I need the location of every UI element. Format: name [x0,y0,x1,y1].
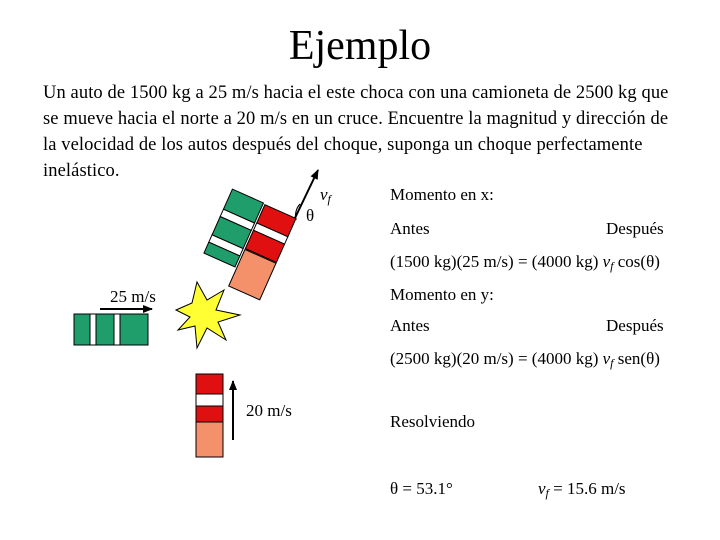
after-label-x: Después [606,219,664,238]
before-label-x: Antes [390,219,430,238]
slide-title: Ejemplo [288,23,432,69]
problem-statement: Un auto de 1500 kg a 25 m/s hacia el este choca con una camioneta de 2500 kg que se mueve hacia el norte a 20 m/s en un cruce. Encuentre la magnitud y dirección de la velocidad de los autos después del choque, suponga un choque perfectamente inelástico. [43,83,669,181]
final-velocity-label: $v_f$ [320,185,331,206]
combined-vehicles-after [196,189,297,300]
momentum-y-heading: Momento en y: [390,285,494,304]
momentum-x-heading: Momento en x: [390,185,494,204]
solving-label: Resolviendo [390,412,475,431]
final-speed-result: $v_f = 15.6$ m/s [538,479,626,500]
red-truck-before [196,374,223,457]
theta-result: θ = 53.1° [390,479,453,498]
theta-label: θ [306,206,315,225]
after-label-y: Después [606,316,664,335]
car-speed-label: 25 m/s [110,287,156,306]
truck-speed-label: 20 m/s [246,401,292,420]
momentum-y-equation: (2500 kg)(20 m/s) = (4000 kg) $v_f$ sen(θ) [390,349,660,370]
momentum-x-equation: (1500 kg)(25 m/s) = (4000 kg) $v_f$ cos(θ) [390,252,660,273]
before-label-y: Antes [390,316,430,335]
green-car-before [74,314,148,345]
collision-star-icon [176,282,240,348]
